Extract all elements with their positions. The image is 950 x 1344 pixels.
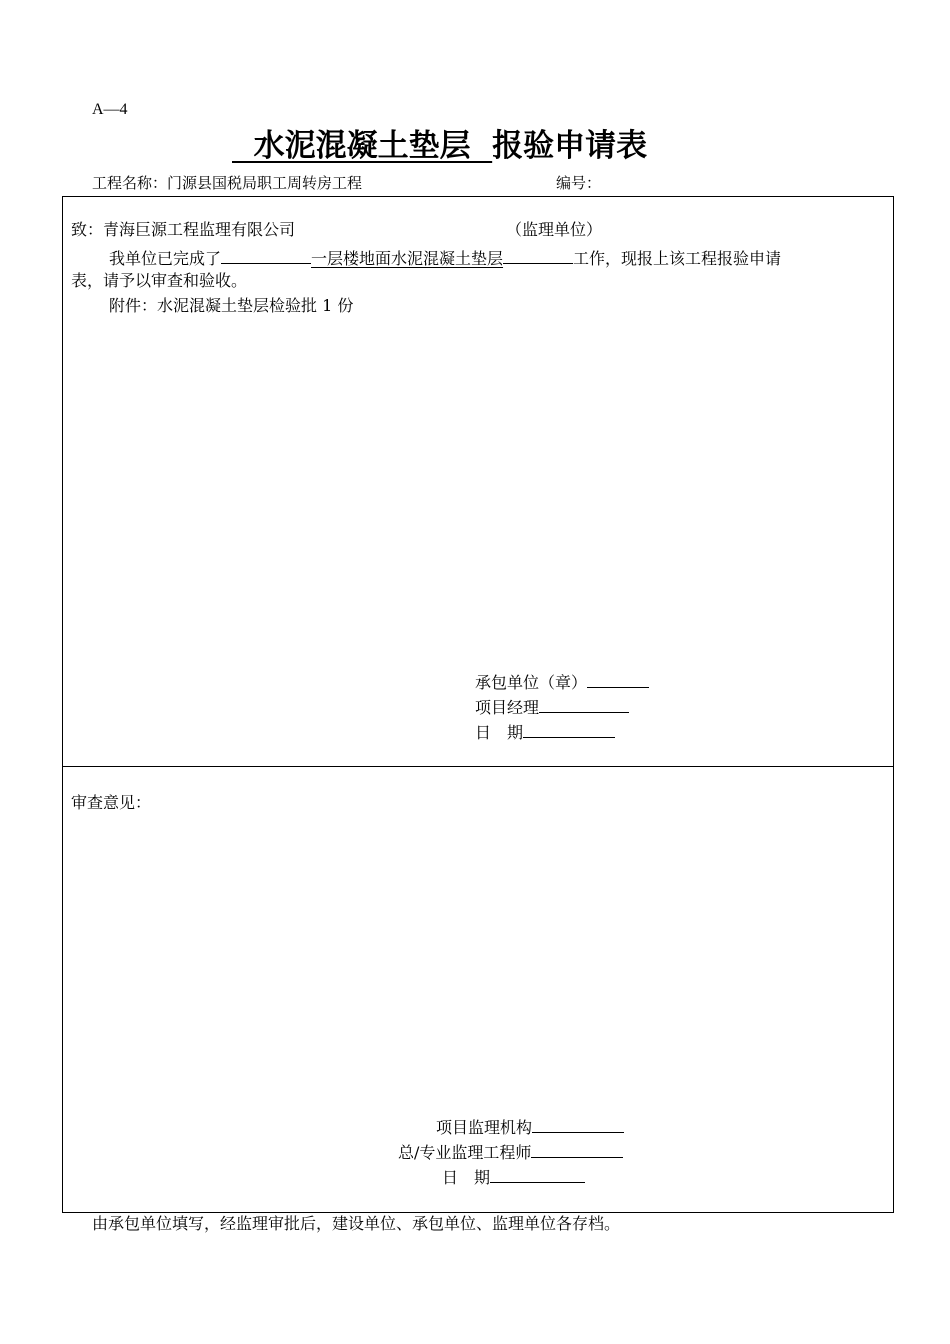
completion-text-end: 工作，现报上该工程报验申请 (573, 249, 782, 268)
attachment-row (109, 298, 353, 314)
project-name-value: 门源县国税局职工周转房工程 (167, 174, 363, 192)
blank-line (503, 248, 573, 264)
application-section (62, 196, 894, 767)
completion-text-start: 我单位已完成了 (109, 249, 222, 268)
completed-work: 一层楼地面水泥混凝土垫层 (311, 249, 504, 268)
footer-note: 由承包单位填写，经监理审批后，建设单位、承包单位、监理单位各存档。 (92, 1214, 621, 1233)
supervising-engineer-label: 总/专业监理工程师 (398, 1143, 532, 1162)
supervising-engineer-blank (531, 1142, 623, 1158)
project-manager-label: 项目经理 (475, 698, 540, 717)
contractor-seal-label: 承包单位（章） (475, 673, 588, 692)
attachment-value: 水泥混凝土垫层检验批 1 份 (157, 296, 354, 315)
title-subject: 水泥混凝土垫层 (232, 128, 493, 164)
blank-line (221, 248, 311, 264)
review-opinion-label: 审查意见： (71, 793, 152, 812)
title-suffix: 报验申请表 (492, 128, 648, 164)
application-date-label: 日 期 (475, 723, 524, 742)
application-date-row (475, 722, 615, 741)
form-code: A—4 (92, 101, 128, 118)
supervising-engineer-row (398, 1142, 623, 1161)
form-number-label: 编号： (556, 174, 602, 192)
completion-statement-cont: 表，请予以审查和验收。 (71, 271, 248, 290)
review-date-label: 日 期 (442, 1168, 491, 1187)
application-date-blank (523, 722, 615, 738)
contractor-seal-row (475, 672, 649, 691)
recipient-company: 青海巨源工程监理有限公司 (103, 220, 296, 239)
project-name-row (92, 176, 362, 191)
supervision-org-label: 项目监理机构 (436, 1118, 533, 1137)
project-manager-blank (539, 697, 629, 713)
supervision-org-blank (532, 1117, 624, 1133)
form-title (232, 128, 648, 164)
completion-statement (109, 248, 781, 267)
recipient-role: （监理单位） (506, 220, 603, 239)
contractor-seal-blank (587, 672, 649, 688)
recipient-label: 致： (71, 220, 104, 239)
recipient-row (71, 222, 295, 238)
project-manager-row (475, 697, 629, 716)
review-date-blank (490, 1167, 585, 1183)
supervision-org-row (436, 1117, 624, 1136)
review-section (62, 766, 894, 1213)
review-date-row (442, 1167, 585, 1186)
project-name-label: 工程名称： (92, 174, 168, 192)
attachment-label: 附件： (109, 296, 158, 315)
